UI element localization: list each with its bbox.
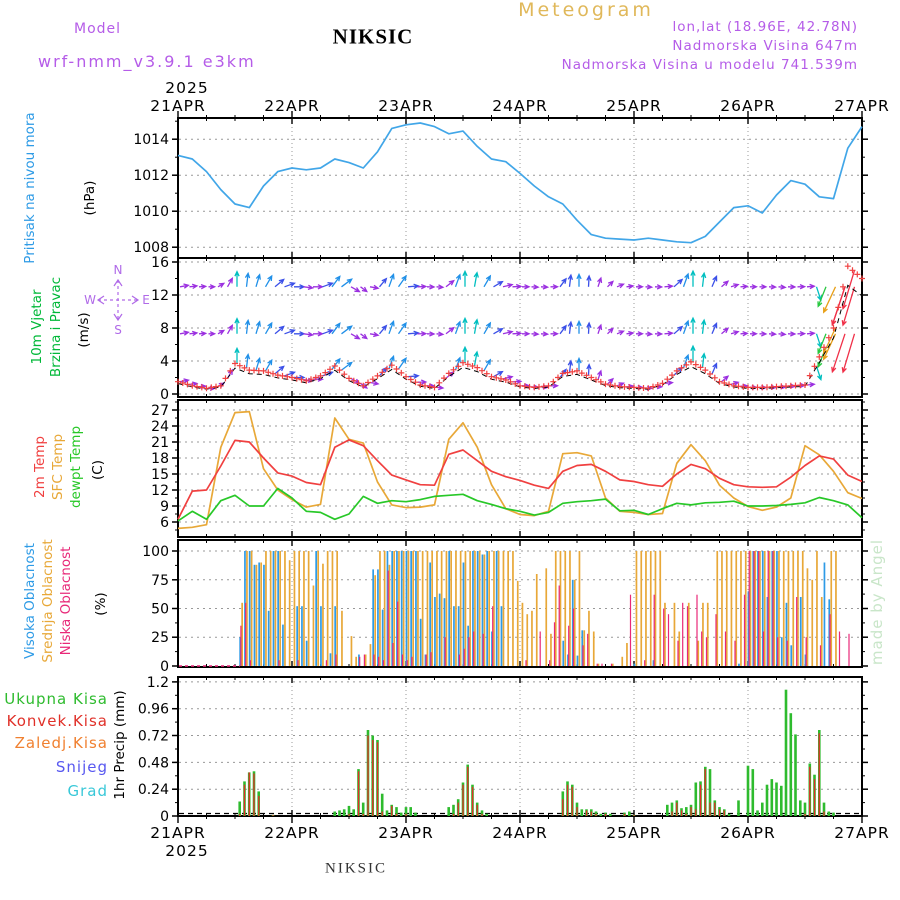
temp-unit-label: (C) [90,460,106,480]
footer-station: NIKSIC [324,860,388,877]
svg-text:0.96: 0.96 [137,701,169,718]
wind-unit-label: (m/s) [76,312,92,348]
panel-grids-frames [172,111,868,823]
svg-text:0: 0 [160,809,169,825]
svg-text:23APR: 23APR [378,824,434,842]
pressure-axis-label: Pritisak na nivou mora [22,112,38,264]
svg-text:21APR: 21APR [150,824,206,842]
svg-text:6: 6 [160,515,169,532]
lonlat-text: lon,lat (18.96E, 42.78N) [672,19,858,35]
svg-text:27: 27 [151,402,169,419]
svg-text:26APR: 26APR [720,97,776,115]
svg-text:E: E [142,293,150,307]
svg-text:27APR: 27APR [834,97,890,115]
svg-text:1014: 1014 [133,132,169,149]
model-elevation-text: Nadmorska Visina u modelu 741.539m [561,57,858,73]
svg-text:0: 0 [160,387,169,404]
elevation-text: Nadmorska Visina 647m [672,38,858,54]
svg-text:12: 12 [151,288,169,305]
svg-text:25APR: 25APR [606,97,662,115]
temp-2m-label: 2m Temp [32,435,48,499]
compass-rose-icon [84,263,150,337]
temp-dewpt-label: dewpt Temp [68,425,84,509]
precip-legend-frozen: Zaledj.Kisa [14,734,108,752]
svg-text:50: 50 [151,601,169,618]
cloud-low-label: Niska Oblacnost [58,546,74,656]
model-name: wrf-nmm_v3.9.1 e3km [38,52,256,71]
svg-text:0: 0 [160,658,169,675]
svg-text:S: S [114,323,122,337]
svg-text:24: 24 [151,418,169,435]
precip-legend-hail: Grad [67,782,108,800]
svg-text:22APR: 22APR [264,97,320,115]
svg-text:4: 4 [160,354,169,371]
wind-axis-label-2: Brzina i Pravac [48,276,64,378]
svg-text:8: 8 [160,321,169,338]
svg-text:15: 15 [151,466,169,483]
svg-text:24APR: 24APR [492,824,548,842]
svg-text:1.2: 1.2 [146,674,169,691]
watermark: made by Angel [868,538,886,666]
precip-unit-label: 1hr Precip (mm) [112,690,128,800]
precip-legend-total: Ukupna Kisa [4,690,108,708]
cloud-mid-label: Srednja Oblacnost [40,539,56,663]
pressure-unit-label: (hPa) [82,180,98,216]
pressure-series [178,123,862,243]
svg-text:0.48: 0.48 [137,755,169,772]
svg-text:9: 9 [160,499,169,516]
svg-text:2025: 2025 [165,79,209,97]
precip-legend-convective: Konvek.Kisa [6,712,108,730]
cloud-high-label: Visoka Oblacnost [22,543,38,659]
svg-text:1010: 1010 [133,204,169,221]
model-label: Model [74,21,122,37]
svg-text:16: 16 [151,255,169,272]
svg-text:25: 25 [151,630,169,647]
wind-axis-label-1: 10m Vjetar [29,289,45,365]
cloud-unit-label: (%) [93,592,109,616]
svg-text:75: 75 [151,572,169,589]
svg-text:12: 12 [151,482,169,499]
temp-sfc-label: SFC Temp [50,433,66,501]
svg-text:25APR: 25APR [606,824,662,842]
svg-text:21: 21 [151,434,169,451]
svg-text:23APR: 23APR [378,97,434,115]
svg-text:1012: 1012 [133,168,169,185]
svg-text:24APR: 24APR [492,97,548,115]
svg-text:2025: 2025 [165,842,209,860]
app-title: Meteogram [518,0,654,21]
precip-legend-snow: Snijeg [55,758,108,776]
svg-text:N: N [113,263,123,277]
cloud-cover-bars [179,551,850,666]
svg-text:26APR: 26APR [720,824,776,842]
svg-text:22APR: 22APR [264,824,320,842]
svg-text:27APR: 27APR [834,824,890,842]
svg-text:0.72: 0.72 [137,728,169,745]
svg-text:21APR: 21APR [150,97,206,115]
svg-text:18: 18 [151,450,169,467]
station-title: NIKSIC [332,24,414,49]
svg-text:1008: 1008 [133,240,169,257]
svg-text:0.24: 0.24 [137,782,169,799]
svg-text:W: W [84,293,96,307]
svg-text:100: 100 [142,544,169,561]
